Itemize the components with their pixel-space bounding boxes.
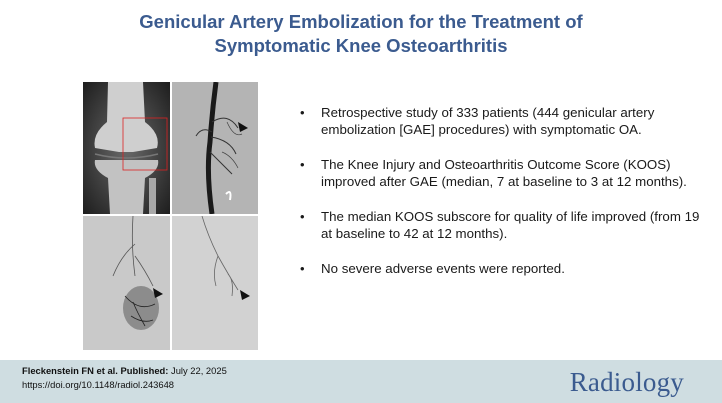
published-label: Published: — [120, 365, 169, 376]
image-figure — [83, 82, 258, 350]
knee-radiograph-panel — [83, 82, 170, 214]
angiogram-early-panel — [172, 82, 258, 214]
knee-radiograph-image — [83, 82, 170, 214]
key-point-4: • No severe adverse events were reported. — [300, 260, 700, 277]
key-point-1: • Retrospective study of 333 patients (444 genicular artery embolization [GAE] procedures) with symptomatic OA. — [300, 104, 700, 138]
angiogram-late-image — [172, 216, 258, 350]
key-points-list — [300, 104, 700, 295]
key-point-2: • The Knee Injury and Osteoarthritis Outcome Score (KOOS) improved after GAE (median, 7 at baseline to 3 at 12 months). — [300, 156, 700, 190]
angiogram-late-panel — [172, 216, 258, 350]
citation-authors: Fleckenstein FN et al. — [22, 365, 118, 376]
angiogram-blush-image — [83, 216, 170, 350]
title-line-1: Genicular Artery Embolization for the Treatment of — [139, 11, 583, 32]
citation — [22, 364, 227, 392]
title-line-2: Symptomatic Knee Osteoarthritis — [214, 35, 508, 56]
citation-line-1 — [22, 364, 227, 378]
angiogram-early-image — [172, 82, 258, 214]
key-point-3: • The median KOOS subscore for quality of life improved (from 19 at baseline to 42 at 12 months). — [300, 208, 700, 242]
page-title — [0, 10, 722, 58]
radiology-logo: Radiology — [569, 367, 684, 397]
doi-link[interactable]: https://doi.org/10.1148/radiol.243648 — [22, 379, 175, 390]
published-date: July 22, 2025 — [171, 365, 227, 376]
angiogram-blush-panel — [83, 216, 170, 350]
